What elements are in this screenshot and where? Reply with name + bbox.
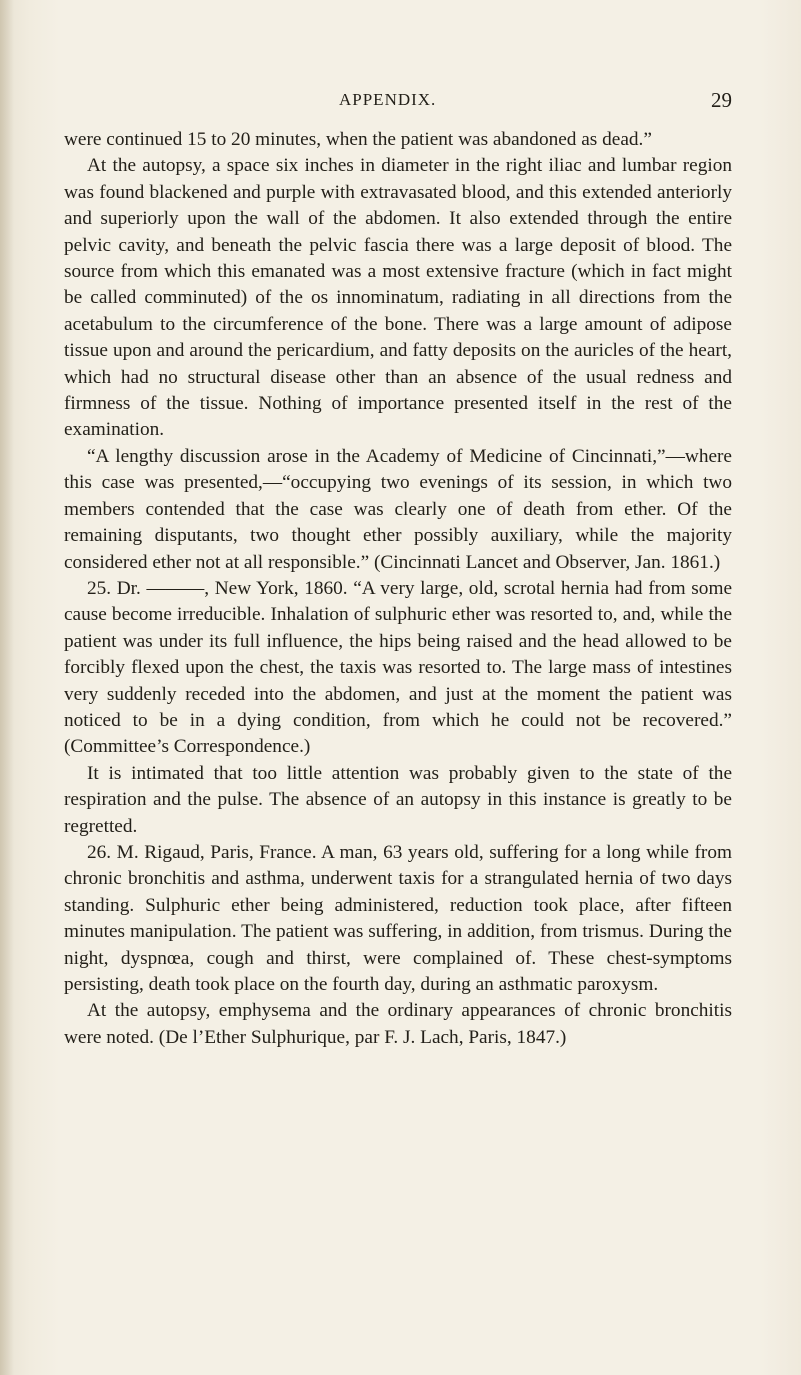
running-head-title: APPENDIX. bbox=[339, 90, 437, 109]
paragraph-autopsy-findings bbox=[64, 153, 732, 443]
paragraph-text: It is intimated that too little attention was probably given to the state of the respiration and the pulse. The absence of an autopsy in this instance is greatly to be regretted. bbox=[64, 762, 732, 837]
citation: (Committee’s Correspondence.) bbox=[64, 736, 311, 758]
binding-shadow bbox=[0, 0, 14, 1375]
paragraph-case-26 bbox=[64, 840, 732, 998]
paragraph-text: 25. Dr. ———, New York, 1860. “A very large, old, scrotal hernia had from some cause become irreducible. Inhalation of sulphuric ether was resorted to, and, while the patient was under its full influence, the hips being raised and the head allowed to be forcibly flexed upon the chest, the taxis was resorted to. The large mass of intestines very suddenly receded into the abdomen, and just at the moment the patient was noticed to be in a dying condition, from which he could not be recovered.” bbox=[64, 577, 732, 731]
paragraph-case-25 bbox=[64, 576, 732, 761]
paragraph-continuation bbox=[64, 127, 732, 153]
running-head bbox=[0, 90, 801, 120]
paragraph-text: At the autopsy, emphysema and the ordinary appearances of chronic bronchitis were noted. bbox=[64, 1000, 732, 1048]
paragraph-text: “A lengthy discussion arose in the Academy of Medicine of Cincinnati,”—where this case was presented,—“occupying two evenings of its session, in which two members contended that the case was clearly one of death from ether. Of the remaining disputants, two thought ether possibly auxiliary, while the majority considered ether not at all responsible.” bbox=[64, 445, 732, 573]
citation: (Cincinnati Lancet and Observer, Jan. 1861.) bbox=[374, 551, 721, 573]
body-text bbox=[64, 127, 732, 1051]
paragraph-case-25-comment bbox=[64, 761, 732, 840]
paragraph-text: 26. M. Rigaud, Paris, France. A man, 63 years old, suffering for a long while from chronic bronchitis and asthma, underwent taxis for a strangulated hernia of two days standing. Sulphuric ether being administered, reduction took place, after fifteen minutes manipulation. The patient was suffering, in addition, from trismus. During the night, dyspnœa, cough and thirst, were complained of. These chest-symptoms persisting, death took place on the fourth day, during an asthmatic paroxysm. bbox=[64, 841, 732, 995]
paragraph-text: At the autopsy, a space six inches in diameter in the right iliac and lumbar region was found blackened and purple with extravasated blood, and this extended anteriorly and superiorly upon the wall of the abdomen. It also extended through the entire pelvic cavity, and beneath the pelvic fascia there was a large deposit of blood. The source from which this emanated was a most extensive fracture (which in fact might be called comminuted) of the os innominatum, radiating in all directions from the acetabulum to the circumference of the bone. There was a large amount of adipose tissue upon and around the pericardium, and fatty deposits on the auricles of the heart, which had no structural disease other than an absence of the usual redness and firmness of the tissue. Nothing of importance presented itself in the rest of the examination. bbox=[64, 155, 732, 441]
paragraph-text: were continued 15 to 20 minutes, when the patient was abandoned as dead.” bbox=[64, 129, 652, 150]
page-number: 29 bbox=[711, 88, 732, 112]
paragraph-case-26-autopsy bbox=[64, 998, 732, 1051]
citation: (De l’Ether Sulphurique, par F. J. Lach, Paris, 1847.) bbox=[158, 1026, 567, 1048]
paragraph-academy-discussion bbox=[64, 444, 732, 576]
